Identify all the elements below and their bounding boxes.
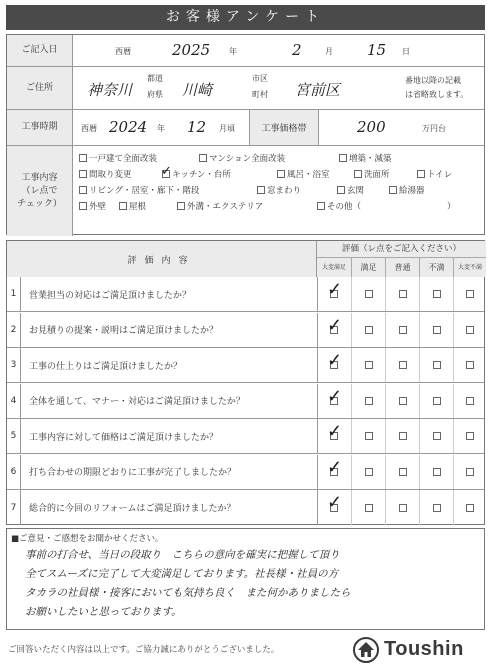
work-option-label: 窓まわり xyxy=(267,186,302,196)
checkbox[interactable] xyxy=(257,186,265,194)
score-cell[interactable] xyxy=(385,419,419,453)
city-value[interactable]: 川崎 xyxy=(182,81,213,99)
date-era: 西暦 xyxy=(115,47,131,56)
score-cell[interactable] xyxy=(317,455,351,489)
checkbox[interactable] xyxy=(417,170,425,178)
work-option[interactable] xyxy=(79,152,157,164)
checkbox[interactable] xyxy=(79,186,87,194)
question-number: 6 xyxy=(7,455,21,489)
question-row xyxy=(7,490,484,525)
period-year-unit: 年 xyxy=(157,124,165,133)
checkbox[interactable] xyxy=(177,202,185,210)
score-cell[interactable] xyxy=(419,277,453,311)
score-cell[interactable] xyxy=(317,277,351,311)
content-label xyxy=(7,146,73,236)
work-option[interactable] xyxy=(354,168,390,180)
comment-line: お願いしたいと思っております。 xyxy=(25,606,182,618)
checkbox[interactable] xyxy=(365,432,373,440)
checkbox[interactable] xyxy=(466,468,474,476)
period-month-value[interactable]: 12 xyxy=(187,118,207,136)
score-column-header: 大変不満 xyxy=(453,258,486,277)
score-cell[interactable] xyxy=(419,490,453,525)
ward-value[interactable]: 宮前区 xyxy=(295,81,341,99)
score-column-header: 大変満足 xyxy=(321,264,346,271)
content-label-line3: チェック） xyxy=(17,198,62,209)
checkbox[interactable] xyxy=(433,290,441,298)
checkbox[interactable] xyxy=(399,326,407,334)
question-row xyxy=(7,419,484,454)
question-text: 打ち合わせの期限どおりに工事が完了しましたか？ xyxy=(29,468,237,478)
score-cell[interactable] xyxy=(351,348,385,382)
question-number: 3 xyxy=(7,348,21,382)
checkbox[interactable] xyxy=(365,397,373,405)
work-option[interactable] xyxy=(79,200,106,212)
work-option-label: マンション全面改装 xyxy=(209,154,286,164)
score-cell[interactable] xyxy=(453,455,486,489)
check-mark-icon: ✓ xyxy=(327,385,343,407)
comment-line: 事前の打合せ、当日の段取り こちらの意向を確実に把握して頂り xyxy=(25,549,340,561)
work-option-label: ） xyxy=(447,202,456,212)
work-option[interactable] xyxy=(337,184,364,196)
score-cell[interactable] xyxy=(385,313,419,347)
checkbox[interactable] xyxy=(365,326,373,334)
checkbox[interactable] xyxy=(79,170,87,178)
date-month-unit: 月 xyxy=(325,47,333,56)
checkbox[interactable] xyxy=(399,290,407,298)
score-cell[interactable] xyxy=(351,490,385,525)
period-label: 工事時期 xyxy=(7,110,73,145)
evaluation-header xyxy=(7,241,484,277)
period-month-unit: 月頃 xyxy=(219,124,235,133)
question-number: 4 xyxy=(7,384,21,418)
work-option-label: 外溝・エクステリア xyxy=(187,202,264,212)
brand-logo xyxy=(352,634,486,666)
checkbox[interactable] xyxy=(466,290,474,298)
work-option[interactable] xyxy=(177,200,263,212)
score-header xyxy=(317,241,486,277)
work-option-label: トイレ xyxy=(427,170,453,180)
prefecture-unit-top: 都道 xyxy=(147,74,163,83)
period-year-value[interactable]: 2024 xyxy=(109,118,148,136)
check-mark-icon: ✓ xyxy=(327,314,343,336)
work-option-label: 一戸建て全面改装 xyxy=(89,154,158,164)
checkbox[interactable] xyxy=(389,186,397,194)
score-column-header: 不満 xyxy=(419,258,453,277)
prefecture-unit-bottom: 府県 xyxy=(147,90,163,99)
checkbox[interactable] xyxy=(277,170,285,178)
score-cell[interactable] xyxy=(419,313,453,347)
checkbox[interactable] xyxy=(433,504,441,512)
checkbox[interactable] xyxy=(466,504,474,512)
work-option[interactable] xyxy=(161,164,231,180)
address-label: ご住所 xyxy=(7,67,73,109)
score-cell[interactable] xyxy=(385,277,419,311)
score-cell[interactable] xyxy=(317,384,351,418)
score-title: 評価（レ点をご記入ください） xyxy=(317,241,486,258)
checkbox[interactable] xyxy=(466,326,474,334)
content-row xyxy=(7,146,484,236)
checkbox[interactable] xyxy=(119,202,127,210)
work-option[interactable] xyxy=(199,152,285,164)
address-row xyxy=(7,67,484,110)
checkbox[interactable] xyxy=(399,361,407,369)
check-mark-icon: ✓ xyxy=(327,350,343,371)
checkbox[interactable] xyxy=(433,468,441,476)
content-label-line2: （レ点で xyxy=(21,185,58,196)
work-option-label: 洗面所 xyxy=(364,170,390,180)
score-cell[interactable] xyxy=(385,490,419,525)
content-label-line1: 工事内容 xyxy=(21,172,58,183)
checkbox[interactable] xyxy=(433,326,441,334)
date-year-value[interactable]: 2025 xyxy=(172,41,211,59)
city-unit-top: 市区 xyxy=(252,74,268,83)
price-label: 工事価格帯 xyxy=(249,110,319,145)
check-mark-icon: ✓ xyxy=(161,164,172,179)
work-option[interactable] xyxy=(417,168,452,180)
address-note-line2: は省略致します。 xyxy=(405,90,469,99)
question-row xyxy=(7,277,484,312)
question-number: 7 xyxy=(7,490,21,525)
score-cell[interactable] xyxy=(385,384,419,418)
checkbox[interactable] xyxy=(399,468,407,476)
checkbox[interactable] xyxy=(399,397,407,405)
score-cell[interactable] xyxy=(385,455,419,489)
comments-title: ■ご意見・ご感想をお聞かせください。 xyxy=(11,534,164,544)
comment-line: タカラの社員様・接客においても気持ち良く また何かありましたら xyxy=(25,587,351,599)
score-cell[interactable] xyxy=(419,384,453,418)
work-option-label: 玄関 xyxy=(347,186,365,196)
score-cell[interactable] xyxy=(453,277,486,311)
work-option[interactable] xyxy=(119,200,146,212)
score-cell[interactable] xyxy=(453,384,486,418)
address-note-line1: 番地以降の記載 xyxy=(405,76,461,85)
work-option[interactable] xyxy=(79,184,199,196)
question-number: 1 xyxy=(7,277,21,311)
score-cell[interactable] xyxy=(317,419,351,453)
date-day-unit: 日 xyxy=(402,47,410,56)
score-cell[interactable] xyxy=(317,490,351,525)
thanks-text: ご回答いただく内容は以上です。ご協力誠にありがとうございました。 xyxy=(8,645,280,655)
work-option-label: 風呂・浴室 xyxy=(287,170,330,180)
score-cell[interactable] xyxy=(453,313,486,347)
work-option[interactable] xyxy=(317,200,361,212)
question-row xyxy=(7,348,484,383)
score-cell[interactable] xyxy=(453,348,486,382)
work-option-label: 外壁 xyxy=(89,202,107,212)
question-row xyxy=(7,455,484,490)
prefecture-value[interactable]: 神奈川 xyxy=(87,81,133,99)
checkbox[interactable] xyxy=(433,397,441,405)
checkbox[interactable] xyxy=(399,504,407,512)
score-column-header: 満足 xyxy=(351,258,385,277)
score-column-header: 普通 xyxy=(385,258,419,277)
question-text: お見積りの提案・説明はご満足頂けましたか？ xyxy=(29,326,219,336)
score-cell[interactable] xyxy=(351,277,385,311)
period-era: 西暦 xyxy=(81,124,97,133)
checkbox[interactable] xyxy=(365,468,373,476)
checkbox[interactable] xyxy=(399,432,407,440)
customer-info-section xyxy=(6,34,485,235)
score-cell[interactable] xyxy=(351,384,385,418)
score-cell[interactable] xyxy=(419,348,453,382)
question-number: 2 xyxy=(7,313,21,347)
checkbox[interactable] xyxy=(199,154,207,162)
comments-section xyxy=(6,528,485,630)
checkbox[interactable] xyxy=(354,170,362,178)
work-option[interactable] xyxy=(79,168,132,180)
checkbox[interactable] xyxy=(365,290,373,298)
question-row xyxy=(7,313,484,348)
checkbox[interactable] xyxy=(337,186,345,194)
question-row xyxy=(7,384,484,419)
checkbox[interactable] xyxy=(466,361,474,369)
score-cell[interactable] xyxy=(419,455,453,489)
date-day-value[interactable]: 15 xyxy=(367,41,387,59)
checkbox[interactable] xyxy=(79,202,87,210)
survey-title: お客様アンケート xyxy=(6,5,485,30)
date-month-value[interactable]: 2 xyxy=(292,41,302,59)
question-text: 工事内容に対して価格はご満足頂けましたか？ xyxy=(29,432,219,443)
work-option-label: 増築・減築 xyxy=(349,154,392,164)
work-option[interactable] xyxy=(257,184,301,196)
work-option-label: その他（ xyxy=(327,202,362,212)
checkbox[interactable] xyxy=(79,154,87,162)
checkbox[interactable] xyxy=(365,504,373,512)
evaluation-section xyxy=(6,240,485,525)
work-option-label: 屋根 xyxy=(129,202,147,212)
date-label: ご記入日 xyxy=(7,35,73,66)
work-option[interactable] xyxy=(389,184,425,196)
score-cell[interactable] xyxy=(453,419,486,453)
check-mark-icon: ✓ xyxy=(327,279,343,300)
check-mark-icon: ✓ xyxy=(327,421,343,442)
work-option-label: キッチン・台所 xyxy=(172,170,231,180)
date-row xyxy=(7,35,484,67)
date-year-unit: 年 xyxy=(229,47,237,56)
toushin-logo-icon xyxy=(352,636,380,664)
score-cell[interactable] xyxy=(351,455,385,489)
score-cell[interactable] xyxy=(351,313,385,347)
question-number: 5 xyxy=(7,419,21,453)
check-mark-icon: ✓ xyxy=(327,492,343,513)
checkbox[interactable] xyxy=(317,202,325,210)
work-option[interactable] xyxy=(339,152,392,164)
question-text: 工事の仕上りはご満足頂けましたか？ xyxy=(29,361,183,372)
score-cell[interactable] xyxy=(419,419,453,453)
evaluation-head-label: 評価内容 xyxy=(7,241,317,277)
brand-name: Toushin xyxy=(384,638,464,660)
price-unit: 万円台 xyxy=(422,124,446,133)
work-option[interactable] xyxy=(277,168,330,180)
checkbox[interactable] xyxy=(433,361,441,369)
question-text: 全体を通して、マナー・対応はご満足頂けましたか？ xyxy=(29,397,245,407)
question-text: 営業担当の対応はご満足頂けましたか？ xyxy=(29,290,192,301)
question-text: 総合的に今回のリフォームはご満足頂けましたか？ xyxy=(29,504,236,514)
checkbox[interactable] xyxy=(161,164,172,179)
work-option-label: リビング・居室・廊下・階段 xyxy=(89,186,200,196)
score-cell[interactable] xyxy=(453,490,486,525)
price-value[interactable]: 200 xyxy=(357,118,386,136)
comment-line: 全てスムーズに完了して大変満足しております。社長様・社員の方 xyxy=(25,568,339,580)
city-unit-bottom: 町村 xyxy=(252,90,268,99)
check-mark-icon: ✓ xyxy=(327,456,343,478)
score-cell[interactable] xyxy=(317,348,351,382)
score-cell[interactable] xyxy=(351,419,385,453)
work-option-label: 給湯器 xyxy=(399,186,425,196)
work-option xyxy=(447,200,456,212)
work-option-label: 間取り変更 xyxy=(89,170,132,180)
score-cell[interactable] xyxy=(317,313,351,347)
score-cell[interactable] xyxy=(385,348,419,382)
period-row xyxy=(7,110,484,146)
checkbox[interactable] xyxy=(339,154,347,162)
checkbox[interactable] xyxy=(433,432,441,440)
checkbox[interactable] xyxy=(466,397,474,405)
checkbox[interactable] xyxy=(466,432,474,440)
checkbox[interactable] xyxy=(365,361,373,369)
